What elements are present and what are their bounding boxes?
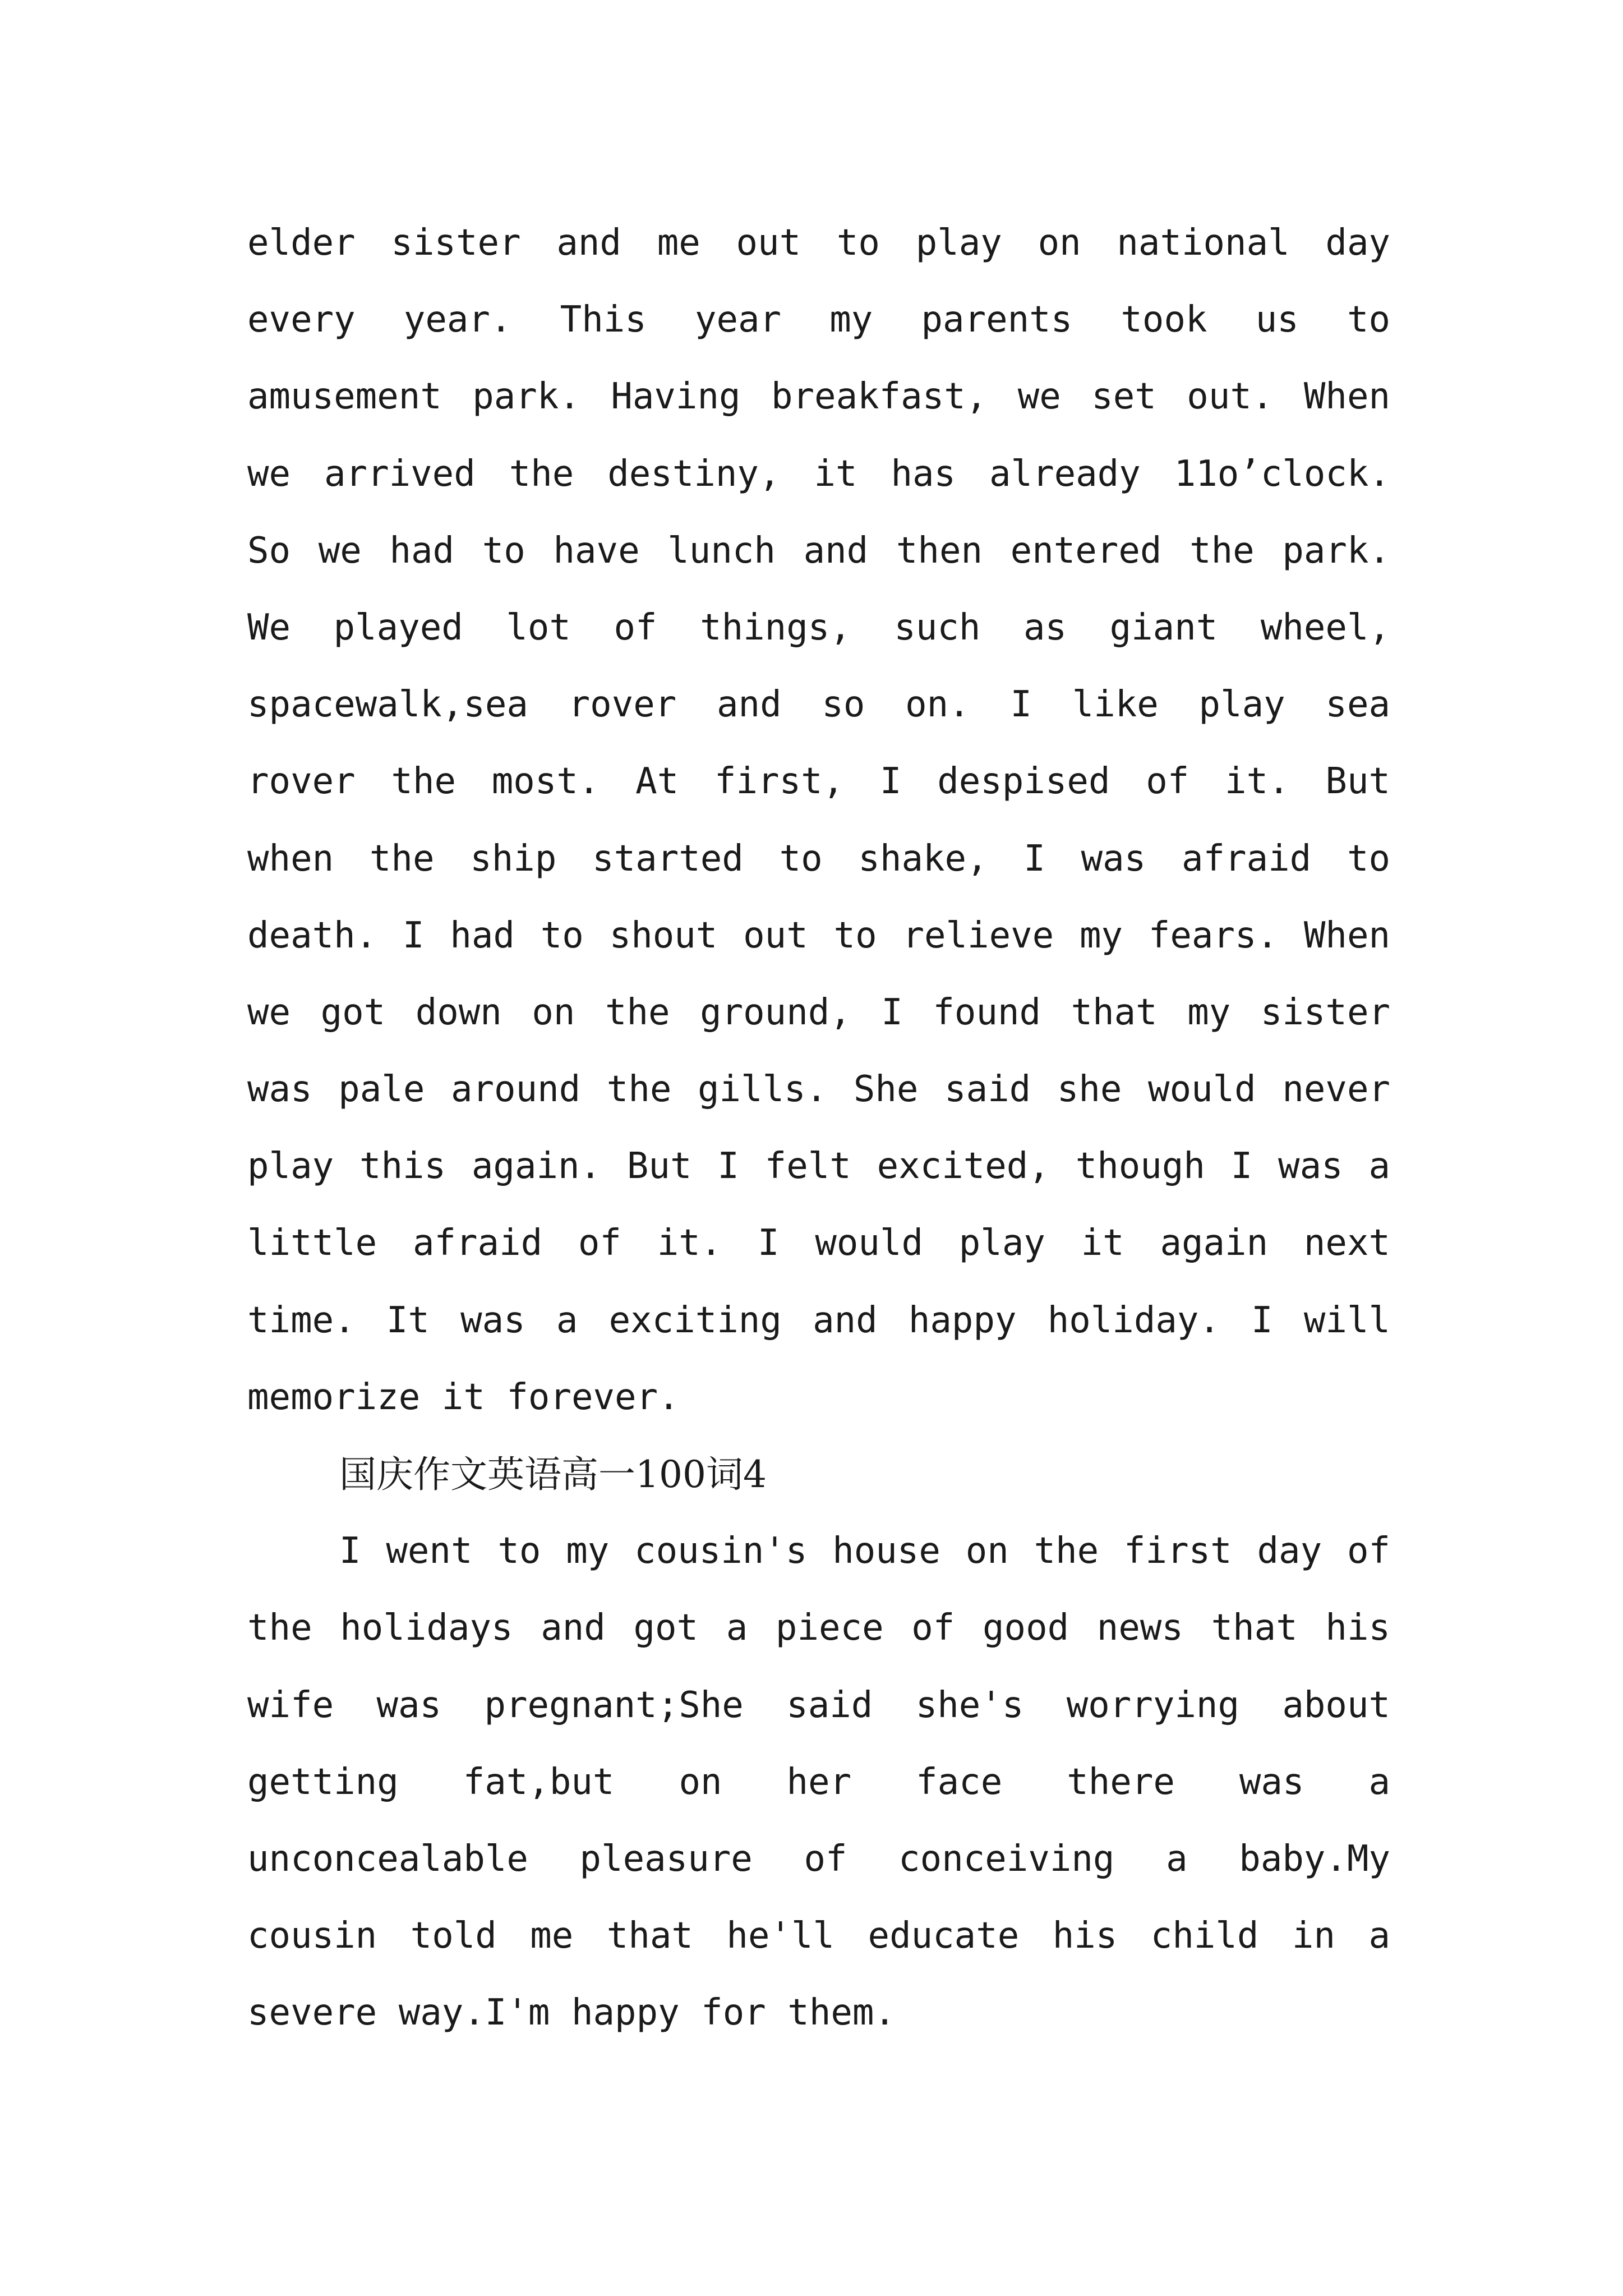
- text-line: severe way.I'm happy for them.: [247, 1992, 896, 2034]
- text-line: was pale around the gills. She said she would never: [247, 1069, 1390, 1111]
- text-line: getting fat,but on her face there was a: [247, 1761, 1390, 1803]
- text-line: memorize it forever.: [247, 1376, 680, 1418]
- paragraph-1: [247, 205, 1390, 1436]
- text-line: cousin told me that he'll educate his child in a: [247, 1915, 1390, 1957]
- text-line: when the ship started to shake, I was afraid to: [247, 838, 1390, 880]
- text-line: wife was pregnant;She said she's worrying about: [247, 1684, 1390, 1726]
- text-line: rover the most. At first, I despised of it. But: [247, 761, 1390, 803]
- text-line: elder sister and me out to play on national day: [247, 222, 1390, 264]
- paragraph-2: [247, 1513, 1390, 2051]
- text-line: play this again. But I felt excited, though I was a: [247, 1145, 1390, 1188]
- text-line: little afraid of it. I would play it again next: [247, 1222, 1390, 1264]
- text-line: every year. This year my parents took us to: [247, 299, 1390, 341]
- text-line: unconcealable pleasure of conceiving a baby.My: [247, 1838, 1390, 1880]
- text-line: amusement park. Having breakfast, we set out. When: [247, 376, 1390, 418]
- text-line: we got down on the ground, I found that my sister: [247, 991, 1390, 1033]
- text-line: spacewalk,sea rover and so on. I like play sea: [247, 684, 1390, 726]
- section-heading: 国庆作文英语高一100词4: [339, 1453, 767, 1496]
- text-line: the holidays and got a piece of good news that his: [247, 1607, 1390, 1649]
- text-line: We played lot of things, such as giant wheel,: [247, 606, 1390, 648]
- document-body: [247, 205, 1390, 2052]
- text-line: time. It was a exciting and happy holiday. I will: [247, 1299, 1390, 1341]
- text-line: So we had to have lunch and then entered the park.: [247, 530, 1390, 572]
- text-line: I went to my cousin's house on the first day of: [339, 1530, 1390, 1572]
- text-line: death. I had to shout out to relieve my fears. When: [247, 914, 1390, 956]
- text-line: we arrived the destiny, it has already 11o’clock.: [247, 453, 1390, 495]
